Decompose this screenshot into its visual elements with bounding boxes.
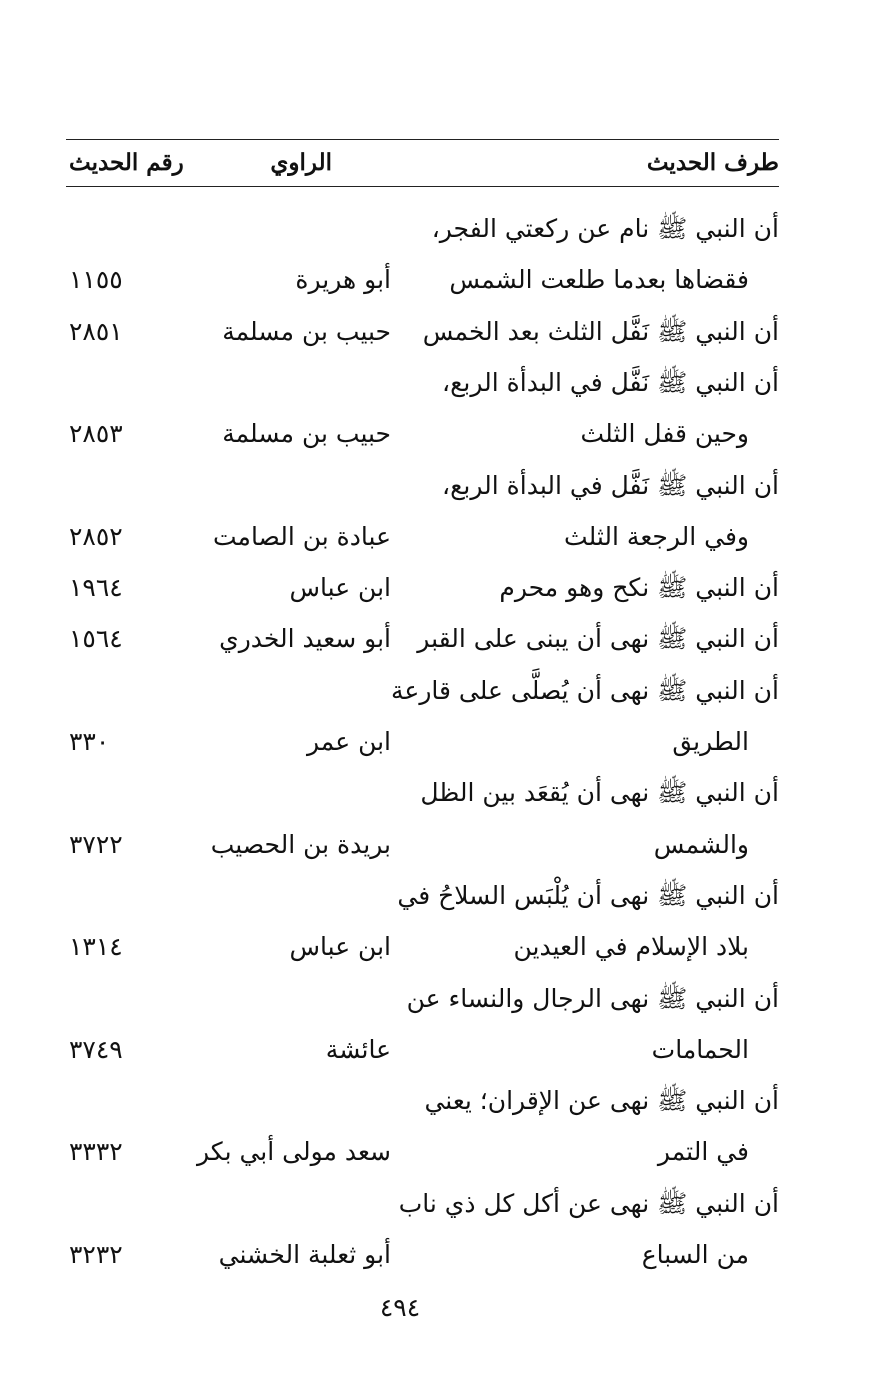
hadith-text: أن النبي ﷺ نهى أن يُقعَد بين الظل [420,778,779,807]
hadith-text: من السباع [641,1240,749,1269]
hadith-number: ٣٢٣٢ [69,1240,123,1269]
narrator-name: أبو ثعلبة الخشني [218,1240,391,1269]
header-bottom-rule [66,186,779,187]
header-hadith-column: طرف الحديث [646,149,779,176]
hadith-text: أن النبي ﷺ نهى أن يُصلَّى على قارعة [391,676,779,705]
narrator-name: بريدة بن الحصيب [210,830,391,859]
hadith-number: ٢٨٥٣ [69,419,123,448]
narrator-name: ابن عمر [306,727,391,756]
narrator-name: سعد مولى أبي بكر [196,1137,391,1166]
narrator-name: ابن عباس [289,573,391,602]
hadith-text: وحين قفل الثلث [580,419,749,448]
hadith-text: أن النبي ﷺ نهى عن أكل كل ذي ناب [398,1189,779,1218]
hadith-text: فقضاها بعدما طلعت الشمس [449,265,749,294]
hadith-text: أن النبي ﷺ نهى الرجال والنساء عن [406,984,779,1013]
hadith-number: ١٣١٤ [69,932,123,961]
hadith-number: ٢٨٥٢ [69,522,123,551]
hadith-text: أن النبي ﷺ نَفَّل في البدأة الربع، [442,471,779,500]
hadith-text: في التمر [657,1137,749,1166]
hadith-text: والشمس [653,830,749,859]
hadith-number: ١٥٦٤ [69,624,123,653]
header-narrator-column: الراوي [270,149,332,176]
narrator-name: ابن عباس [289,932,391,961]
header-number-column: رقم الحديث [69,149,184,176]
hadith-number: ٢٨٥١ [69,317,123,346]
hadith-text: الحمامات [651,1035,749,1064]
narrator-name: حبيب بن مسلمة [222,317,391,346]
hadith-text: الطريق [672,727,749,756]
hadith-text: أن النبي ﷺ نام عن ركعتي الفجر، [431,214,779,243]
hadith-number: ١١٥٥ [69,265,123,294]
hadith-number: ٣٣٣٢ [69,1137,123,1166]
hadith-text: بلاد الإسلام في العيدين [513,932,749,961]
hadith-number: ٣٣٠ [69,727,110,756]
narrator-name: عبادة بن الصامت [213,522,391,551]
hadith-number: ١٩٦٤ [69,573,123,602]
narrator-name: أبو هريرة [295,265,391,294]
hadith-text: وفي الرجعة الثلث [564,522,749,551]
hadith-text: أن النبي ﷺ نهى عن الإقران؛ يعني [424,1086,779,1115]
header-top-rule [66,139,779,140]
hadith-text: أن النبي ﷺ نكح وهو محرم [499,573,779,602]
hadith-number: ٣٧٢٢ [69,830,123,859]
hadith-text: أن النبي ﷺ نهى أن يبنى على القبر [417,624,779,653]
hadith-text: أن النبي ﷺ نهى أن يُلْبَس السلاحُ في [397,881,779,910]
narrator-name: حبيب بن مسلمة [222,419,391,448]
hadith-number: ٣٧٤٩ [69,1035,123,1064]
hadith-text: أن النبي ﷺ نَفَّل الثلث بعد الخمس [422,317,779,346]
narrator-name: أبو سعيد الخدري [219,624,391,653]
hadith-text: أن النبي ﷺ نَفَّل في البدأة الربع، [442,368,779,397]
narrator-name: عائشة [325,1035,391,1064]
page-number: ٤٩٤ [379,1293,421,1322]
